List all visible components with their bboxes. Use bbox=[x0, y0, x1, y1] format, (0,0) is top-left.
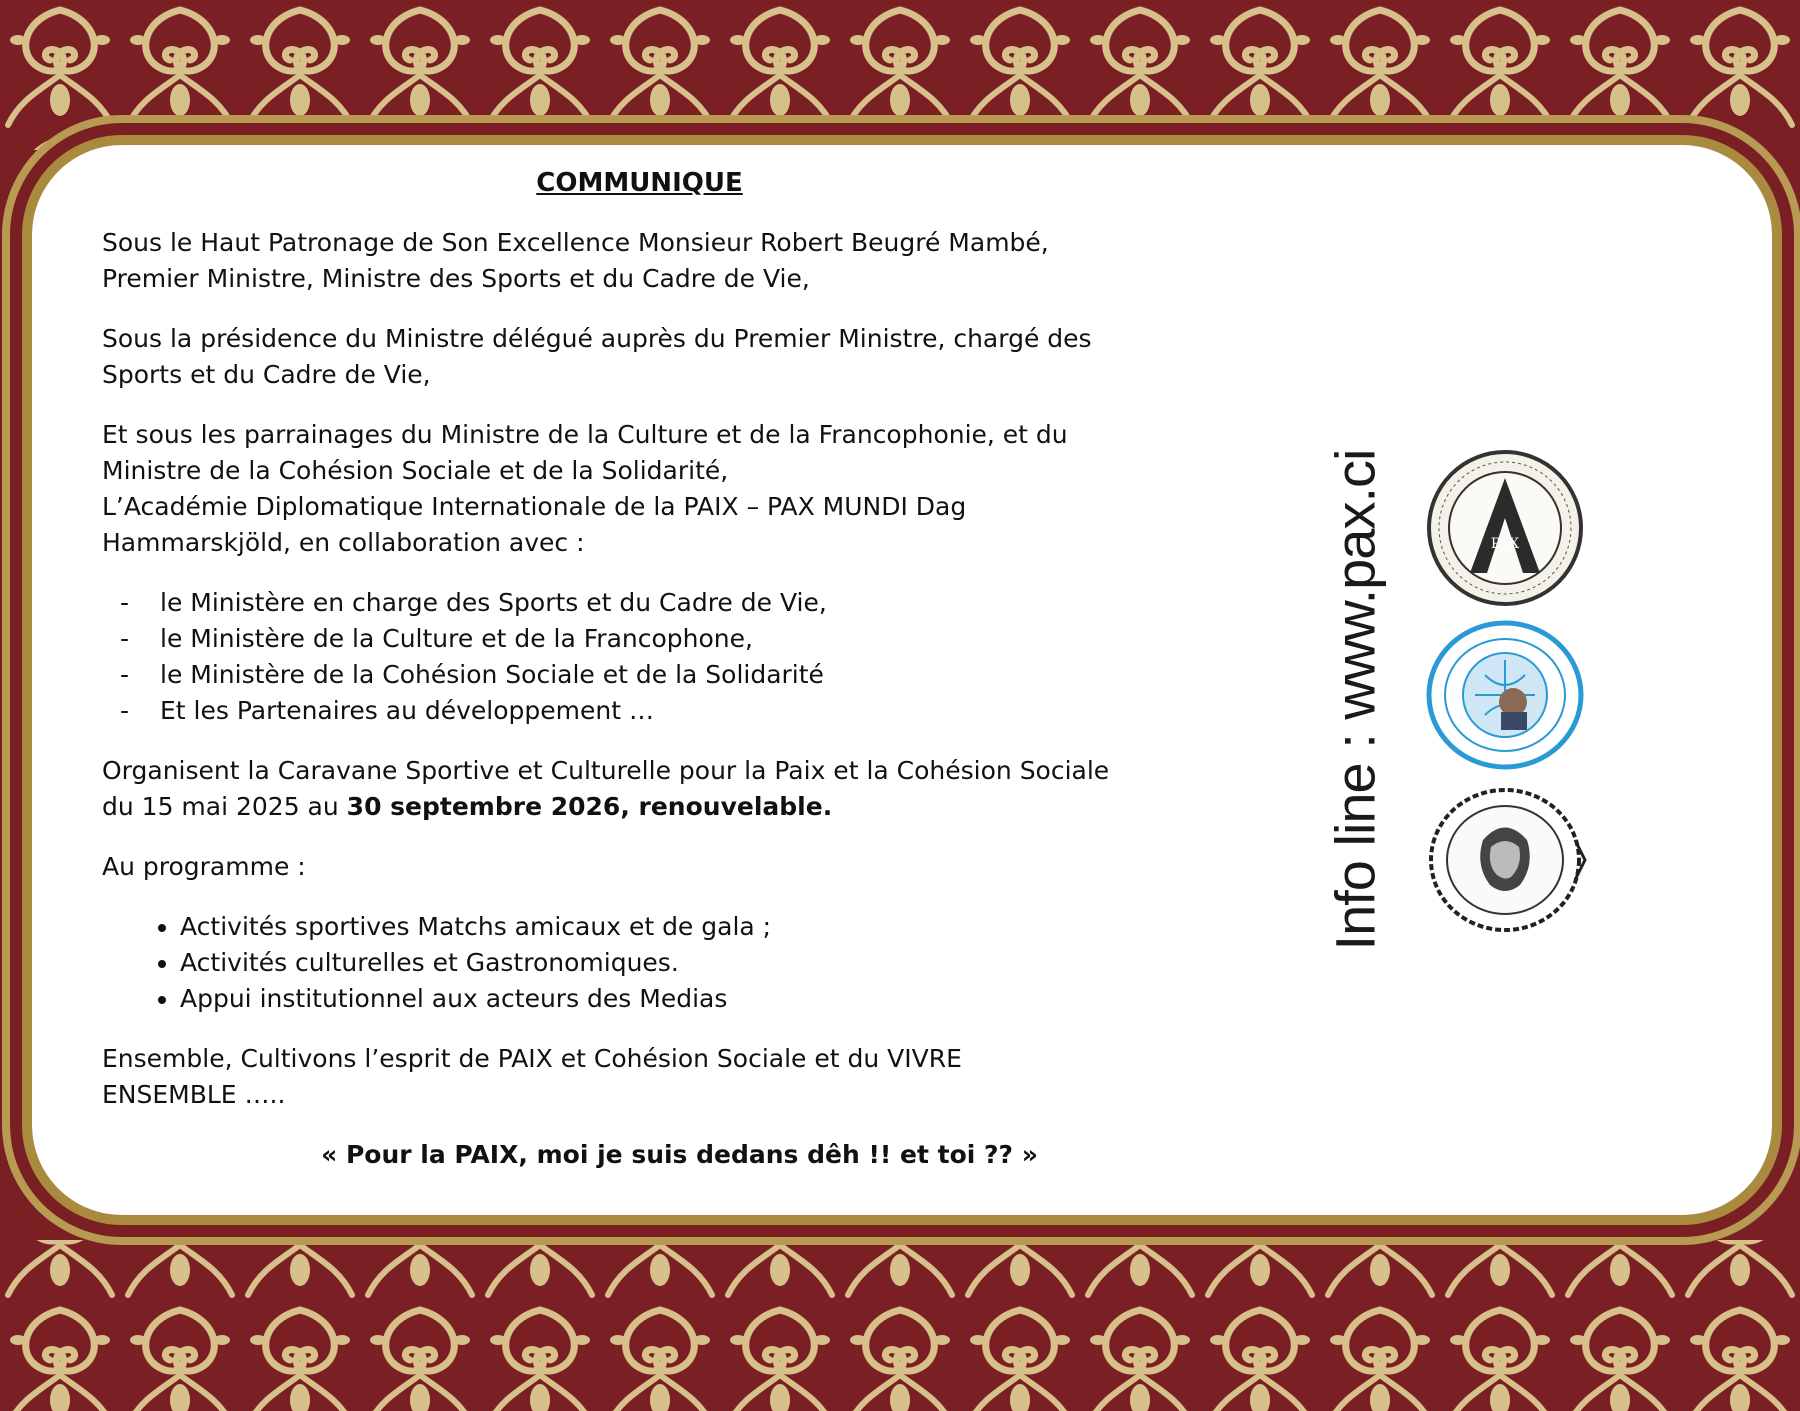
communique-body bbox=[102, 165, 1217, 1173]
list-item: - Et les Partenaires au développement … bbox=[120, 693, 1217, 729]
svg-text:PAX: PAX bbox=[1490, 536, 1520, 552]
program-list bbox=[102, 909, 1217, 1017]
text-line: Premier Ministre, Ministre des Sports et du Cadre de Vie, bbox=[102, 264, 810, 293]
patronage-paragraph bbox=[102, 225, 1217, 297]
date-prefix: du 15 mai 2025 au bbox=[102, 792, 347, 821]
text-line: Sous la présidence du Ministre délégué auprès du Premier Ministre, chargé des bbox=[102, 324, 1092, 353]
text-line: Ensemble, Cultivons l’esprit de PAIX et Cohésion Sociale et du VIVRE bbox=[102, 1044, 962, 1073]
closing-paragraph bbox=[102, 1041, 1217, 1113]
text-line: L’Académie Diplomatique Internationale de la PAIX – PAX MUNDI Dag bbox=[102, 492, 967, 521]
text-line: Sports et du Cadre de Vie, bbox=[102, 360, 431, 389]
list-item: - le Ministère de la Culture et de la Francophone, bbox=[120, 621, 1217, 657]
text-line: Sous le Haut Patronage de Son Excellence Monsieur Robert Beugré Mambé, bbox=[102, 228, 1049, 257]
text-line: Hammarskjöld, en collaboration avec : bbox=[102, 528, 585, 557]
page-title: COMMUNIQUE bbox=[536, 168, 743, 198]
paix-international-dag-hammarskjold-seal-icon bbox=[1425, 785, 1590, 935]
list-item: - le Ministère en charge des Sports et du Cadre de Vie, bbox=[120, 585, 1217, 621]
partners-list bbox=[102, 585, 1217, 729]
pax-seal-icon bbox=[1425, 448, 1585, 608]
period: . bbox=[822, 792, 833, 821]
program-label: Au programme : bbox=[102, 852, 306, 881]
end-date: 30 septembre 2026, renouvelable bbox=[346, 792, 823, 821]
list-item: • Appui institutionnel aux acteurs des Medias bbox=[180, 981, 1217, 1017]
text-line: Organisent la Caravane Sportive et Culturelle pour la Paix et la Cohésion Sociale bbox=[102, 756, 1110, 785]
presidency-paragraph bbox=[102, 321, 1217, 393]
list-item: • Activités culturelles et Gastronomiques. bbox=[180, 945, 1217, 981]
list-item: • Activités sportives Matchs amicaux et de gala ; bbox=[180, 909, 1217, 945]
text-line: Ministre de la Cohésion Sociale et de la Solidarité, bbox=[102, 456, 729, 485]
text-line bbox=[102, 789, 1217, 825]
organisation-paragraph bbox=[102, 753, 1217, 825]
text-line: Et sous les parrainages du Ministre de la Culture et de la Francophonie, et du bbox=[102, 420, 1068, 449]
info-line-website: Info line : www.pax.ci bbox=[1323, 449, 1387, 951]
slogan: « Pour la PAIX, moi je suis dedans dêh !! et toi ?? » bbox=[321, 1140, 1038, 1169]
text-line: ENSEMBLE ….. bbox=[102, 1080, 286, 1109]
pax-mundi-press-seal-icon bbox=[1425, 620, 1585, 770]
list-item: - le Ministère de la Cohésion Sociale et de la Solidarité bbox=[120, 657, 1217, 693]
sponsorship-paragraph bbox=[102, 417, 1217, 561]
